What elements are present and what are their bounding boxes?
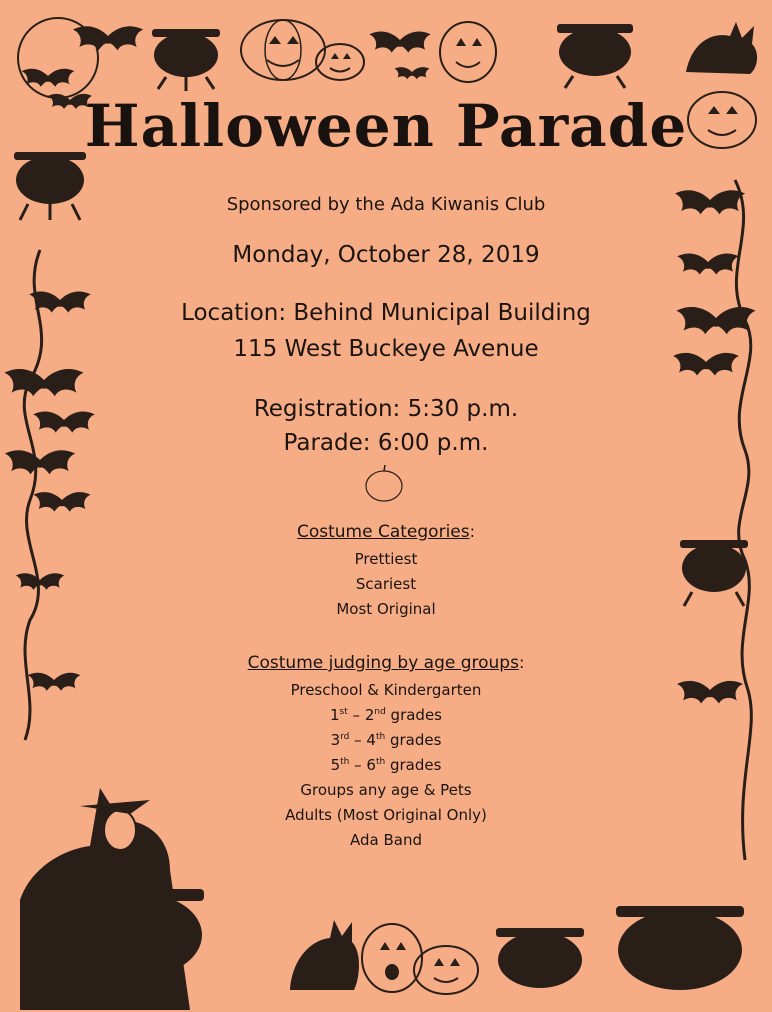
sponsor-line: Sponsored by the Ada Kiwanis Club (226, 194, 546, 215)
black-cat-icon (290, 920, 359, 990)
pumpkin-icon (362, 924, 422, 992)
pumpkin-icon (414, 946, 478, 994)
cauldron-icon (557, 24, 633, 88)
bat-icon (33, 492, 90, 512)
category-item: Prettiest (354, 550, 418, 568)
bat-icon (4, 369, 83, 396)
cauldron-icon (152, 29, 220, 91)
age-group-item: 5th – 6th grades (330, 756, 442, 774)
costume-categories-heading (0, 522, 772, 542)
age-group-item: Groups any age & Pets (300, 781, 472, 799)
age-groups-heading-text: Costume judging by age groups (247, 653, 519, 673)
bat-icon (22, 69, 75, 87)
parade-time: Parade: 6:00 p.m. (283, 430, 489, 456)
category-item: Most Original (336, 600, 436, 618)
costume-categories-heading-text: Costume Categories (296, 522, 470, 542)
age-group-item: 3rd – 4th grades (330, 731, 442, 749)
cauldron-icon (616, 906, 744, 990)
heading-colon: : (518, 653, 525, 672)
age-group-item: Adults (Most Original Only) (285, 806, 487, 824)
location-line-2: 115 West Buckeye Avenue (233, 336, 539, 362)
bat-icon (394, 67, 429, 79)
location-line-1: Location: Behind Municipal Building (181, 300, 591, 326)
pumpkin-icon (316, 44, 364, 80)
pumpkin-icon (440, 22, 496, 82)
bat-icon (73, 26, 143, 50)
black-cat-icon (686, 22, 757, 74)
category-item: Scariest (355, 575, 417, 593)
heading-colon: : (469, 522, 475, 541)
flyer-title: Halloween Parade (84, 92, 688, 160)
registration-time: Registration: 5:30 p.m. (253, 396, 519, 422)
cauldron-icon (496, 928, 584, 988)
bat-icon (369, 31, 431, 52)
age-group-item: 1st – 2nd grades (330, 706, 442, 724)
pumpkin-icon (241, 20, 325, 80)
event-date: Monday, October 28, 2019 (232, 242, 540, 268)
age-group-item: Ada Band (350, 831, 422, 849)
pumpkin-icon (366, 465, 402, 501)
age-group-item: Preschool & Kindergarten (290, 681, 482, 699)
age-groups-heading (0, 653, 772, 673)
